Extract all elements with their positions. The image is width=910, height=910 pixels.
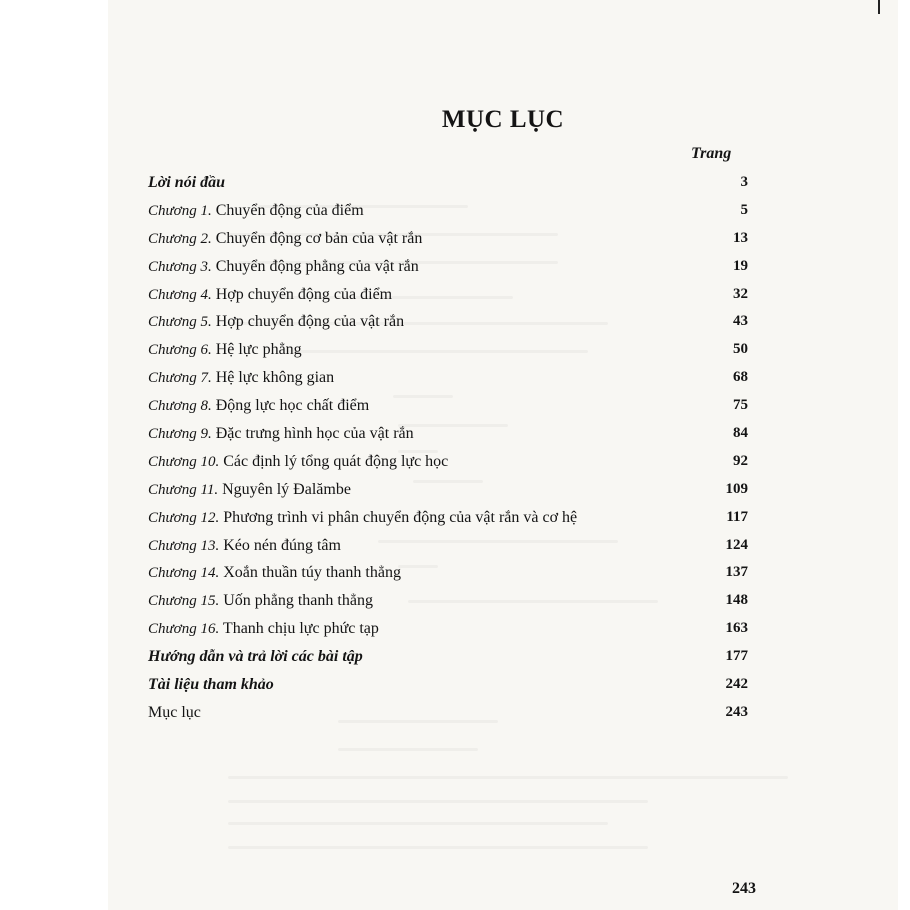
toc-entry-title: Xoắn thuần túy thanh thẳng: [223, 564, 401, 582]
chapter-number: Chương 16.: [148, 621, 220, 638]
toc-entry-page: 3: [740, 174, 748, 190]
toc-entry-page: 32: [733, 285, 748, 302]
toc-entry-label: [148, 671, 274, 699]
toc-entry[interactable]: [148, 615, 748, 643]
toc-entry-page: 43: [733, 313, 748, 330]
toc-entry-title: Chuyển động phẳng của vật rắn: [215, 257, 419, 275]
toc-entry-title: Mục lục: [148, 703, 201, 721]
toc-entry-label: [148, 559, 401, 588]
toc-entry-title: Uốn phẳng thanh thẳng: [223, 592, 373, 610]
toc-entry-label: [148, 364, 334, 393]
chapter-number: Chương 6.: [148, 342, 212, 359]
chapter-number: Chương 13.: [148, 537, 220, 554]
toc-entry-page: 117: [726, 508, 748, 525]
toc-entry[interactable]: [148, 559, 748, 587]
toc-entry-label: [148, 336, 302, 365]
table-of-contents: [148, 169, 748, 727]
toc-entry-label: [148, 643, 363, 671]
toc-entry-label: [148, 615, 379, 644]
chapter-number: Chương 14.: [148, 565, 220, 582]
toc-entry-page: 243: [725, 703, 748, 720]
toc-entry-title: Thanh chịu lực phức tạp: [222, 620, 379, 638]
book-page: [108, 0, 898, 910]
toc-entry[interactable]: [148, 281, 748, 309]
chapter-number: Chương 10.: [148, 453, 220, 470]
chapter-number: Chương 1.: [148, 202, 212, 219]
chapter-number: Chương 7.: [148, 370, 212, 387]
toc-entry-title: Hướng dẫn và trả lời các bài tập: [148, 648, 363, 666]
chapter-number: Chương 8.: [148, 398, 212, 415]
toc-entry-label: [148, 476, 351, 505]
chapter-number: Chương 11.: [148, 481, 219, 498]
toc-entry-label: [148, 169, 225, 197]
toc-entry[interactable]: [148, 225, 748, 253]
toc-entry-title: Hợp chuyển động của vật rắn: [215, 313, 405, 331]
toc-entry-page: 242: [725, 676, 748, 693]
toc-entry-title: Tài liệu tham khảo: [148, 676, 274, 694]
toc-entry[interactable]: [148, 197, 748, 225]
toc-entry-page: 137: [725, 564, 748, 581]
toc-entry-label: [148, 197, 364, 226]
toc-entry-page: 124: [725, 536, 748, 553]
toc-entry[interactable]: [148, 420, 748, 448]
toc-entry[interactable]: [148, 308, 748, 336]
chapter-number: Chương 2.: [148, 230, 212, 247]
toc-entry-title: Phương trình vi phân chuyển động của vật rắn và cơ hệ: [223, 508, 578, 526]
toc-entry-page: 148: [725, 592, 748, 609]
chapter-number: Chương 5.: [148, 314, 212, 331]
toc-entry[interactable]: [148, 671, 748, 699]
toc-entry-label: [148, 392, 369, 421]
toc-entry-title: Chuyển động của điểm: [215, 201, 364, 219]
toc-entry[interactable]: [148, 169, 748, 197]
chapter-number: Chương 3.: [148, 258, 212, 275]
toc-entry[interactable]: [148, 448, 748, 476]
toc-entry-page: 68: [733, 369, 748, 386]
toc-entry-page: 50: [733, 341, 748, 358]
toc-entry-page: 19: [733, 257, 748, 274]
toc-entry-title: Các định lý tổng quát động lực học: [223, 452, 449, 470]
chapter-number: Chương 4.: [148, 286, 212, 303]
toc-entry-page: 75: [733, 397, 748, 414]
toc-entry-label: [148, 308, 404, 337]
toc-entry[interactable]: [148, 532, 748, 560]
toc-entry[interactable]: [148, 504, 748, 532]
toc-entry-label: [148, 225, 422, 254]
page-number: 243: [732, 880, 756, 897]
toc-entry-label: [148, 253, 419, 282]
chapter-number: Chương 12.: [148, 509, 220, 526]
toc-entry[interactable]: [148, 699, 748, 727]
toc-entry[interactable]: [148, 392, 748, 420]
toc-entry-title: Động lực học chất điểm: [215, 397, 370, 415]
toc-entry-label: [148, 420, 414, 449]
toc-entry-label: [148, 587, 373, 616]
chapter-number: Chương 15.: [148, 593, 220, 610]
toc-entry[interactable]: [148, 476, 748, 504]
toc-entry-title: Hợp chuyển động của điểm: [215, 285, 393, 303]
toc-entry-page: 13: [733, 229, 748, 246]
toc-entry[interactable]: [148, 587, 748, 615]
toc-entry[interactable]: [148, 253, 748, 281]
toc-entry-title: Nguyên lý Đalămbe: [222, 480, 351, 498]
toc-entry-title: Chuyển động cơ bản của vật rắn: [215, 229, 423, 247]
page-title: MỤC LỤC: [441, 106, 565, 133]
toc-entry-page: 109: [725, 480, 748, 497]
toc-entry-page: 177: [725, 648, 748, 665]
page-column-header: Trang: [691, 145, 732, 162]
toc-entry-label: [148, 532, 341, 561]
toc-entry-title: Lời nói đầu: [148, 174, 226, 191]
toc-entry-page: 84: [733, 425, 748, 442]
toc-entry-title: Đặc trưng hình học của vật rắn: [215, 425, 414, 443]
toc-entry-title: Hệ lực phẳng: [215, 341, 302, 359]
toc-entry-title: Hệ lực không gian: [215, 369, 335, 387]
toc-entry-page: 163: [725, 620, 748, 637]
toc-entry-label: [148, 281, 392, 310]
toc-entry[interactable]: [148, 364, 748, 392]
toc-entry-label: [148, 448, 448, 477]
toc-entry-title: Kéo nén đúng tâm: [223, 536, 341, 554]
toc-entry-page: 5: [740, 201, 748, 218]
toc-entry-page: 92: [733, 452, 748, 469]
page-edge-mark: [878, 0, 880, 14]
chapter-number: Chương 9.: [148, 426, 212, 443]
toc-entry-label: [148, 699, 201, 727]
toc-entry[interactable]: [148, 336, 748, 364]
toc-entry[interactable]: [148, 643, 748, 671]
toc-entry-label: [148, 504, 577, 533]
